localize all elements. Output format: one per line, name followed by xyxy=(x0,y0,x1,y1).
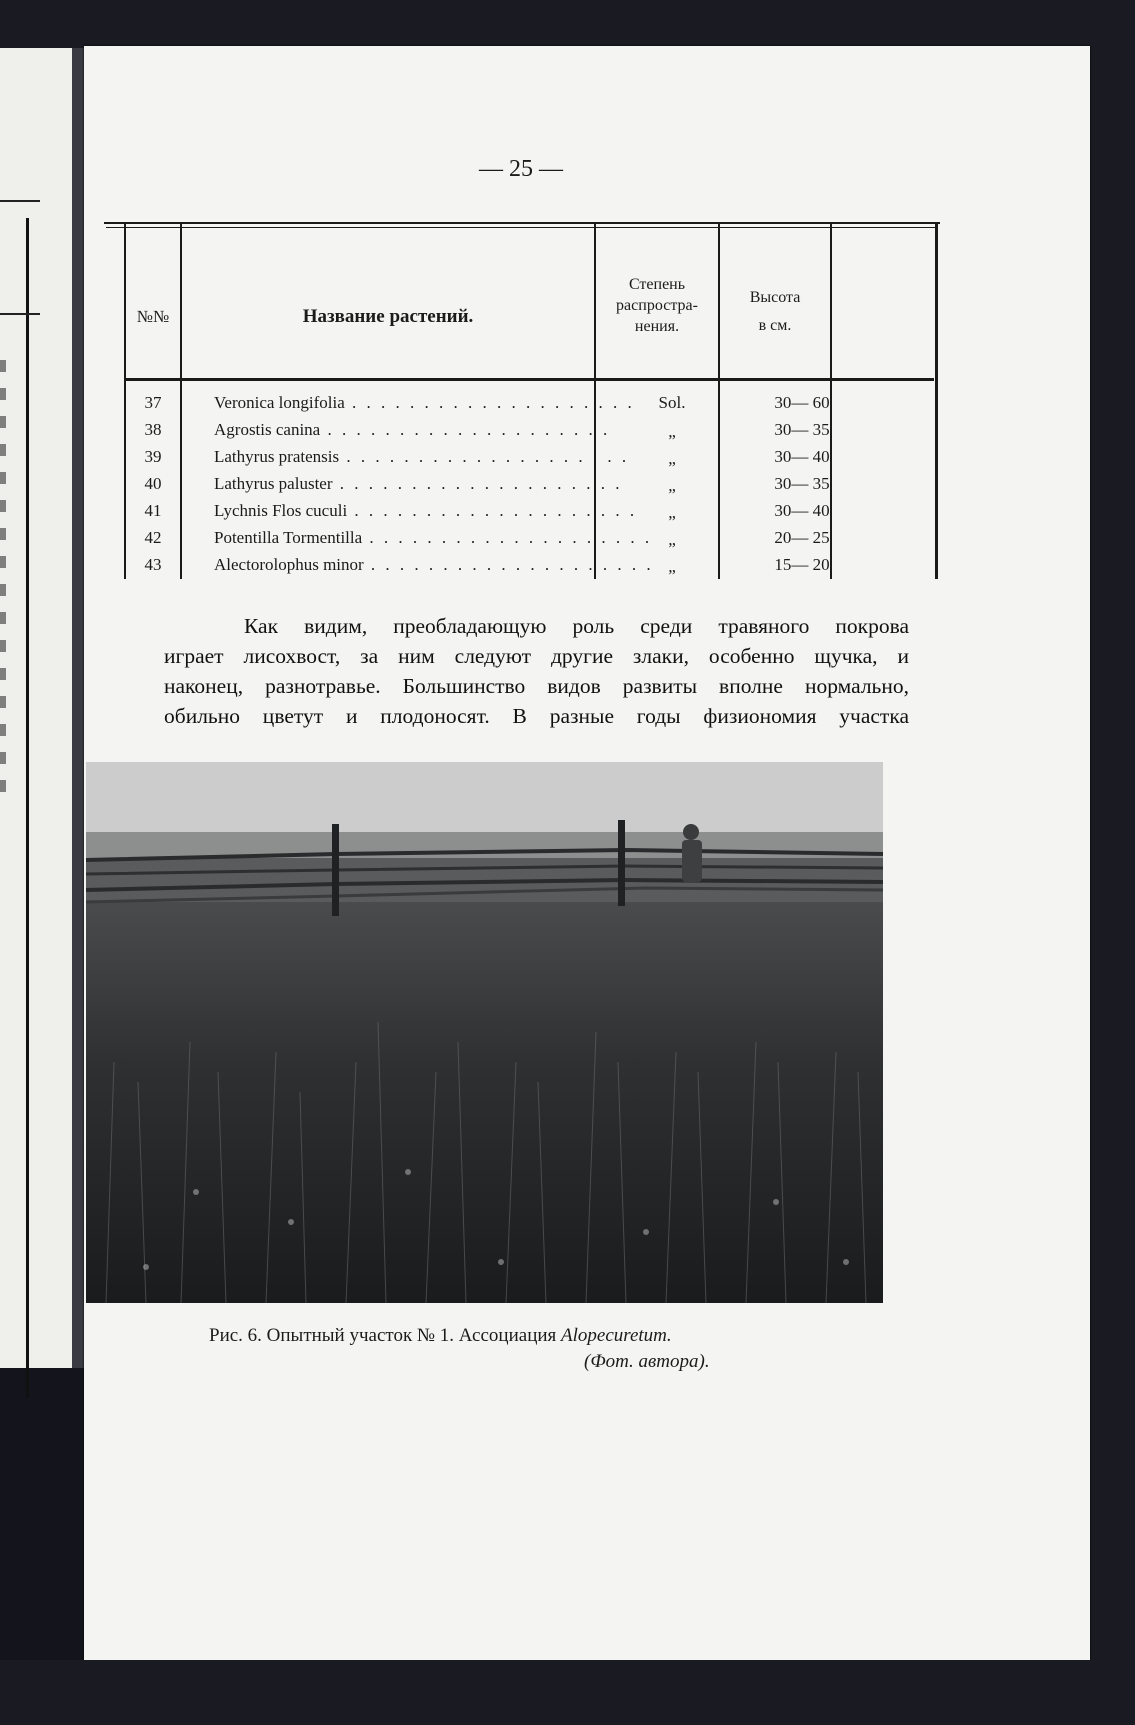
header-distribution: Степень распростра- нения. xyxy=(616,276,698,335)
table-top-rule xyxy=(104,222,940,224)
header-name: Название растений. xyxy=(302,306,474,327)
table-col-rule xyxy=(935,222,938,579)
table-top-rule-inner xyxy=(106,227,938,228)
table-col-rule xyxy=(180,222,182,579)
meadow-photo-illustration xyxy=(86,762,883,1303)
table-col-rule xyxy=(124,222,126,579)
scan-border-right xyxy=(1090,0,1135,1725)
scan-border-top xyxy=(0,0,1135,50)
header-num: №№ xyxy=(136,307,170,326)
photo-credit: (Фот. автора). xyxy=(584,1351,710,1372)
previous-page-edge xyxy=(0,48,74,1368)
meadow-photo xyxy=(86,762,883,1303)
prev-page-hrule xyxy=(0,313,40,315)
plant-table: №№ Название растений. Степень распростра- нения. Высота в см. 37 Veronica longifolia . . . . . . . . . . . . . . . . . . . . Sol. 30— 60 38 Agrostis canina . . . . . . . . . . . . . . . . . . . . „ 30— 35 39 Lathyrus pratensis . . . . . . . . . . . . . . . . . . . . „ 30— 40 40 Lathyrus paluster . . . . . . . . . . . . . . . . . . . . „ 30— 35 41 Lychnis Flos cuculi . . . . . . . . . . . . . . . . . . . . „ 30— 40 42 Potentilla Tormentilla . . . . . . . . . . . . . . . . . . . . „ 20— 25 43 Alectorolophus minor . . . . . . . . . . . . . . . . . . . . „ 15— 20 xyxy=(104,222,940,579)
page-number: — 25 — xyxy=(479,156,563,182)
book-page xyxy=(84,46,1090,1661)
scan-border-bottom xyxy=(0,1660,1135,1725)
prev-page-hrule xyxy=(0,200,40,202)
header-height: Высота в см. xyxy=(749,289,801,334)
body-paragraph: Как видим, преобладающую роль среди травяного покрова играет лисохвост, за ним следуют другие злаки, особенно щучка, и наконец, разнотравье. Большинство видов развиты вполне нормально, обильно цветут и плодоносят. В разные годы физиономия участка xyxy=(164,614,909,728)
prev-page-table-rule xyxy=(26,218,29,1398)
table-header-rule xyxy=(124,378,934,381)
table-col-rule xyxy=(718,222,720,579)
figure-caption: Рис. 6. Опытный участок № 1. Ассоциация Alopecuretum. xyxy=(209,1325,672,1346)
